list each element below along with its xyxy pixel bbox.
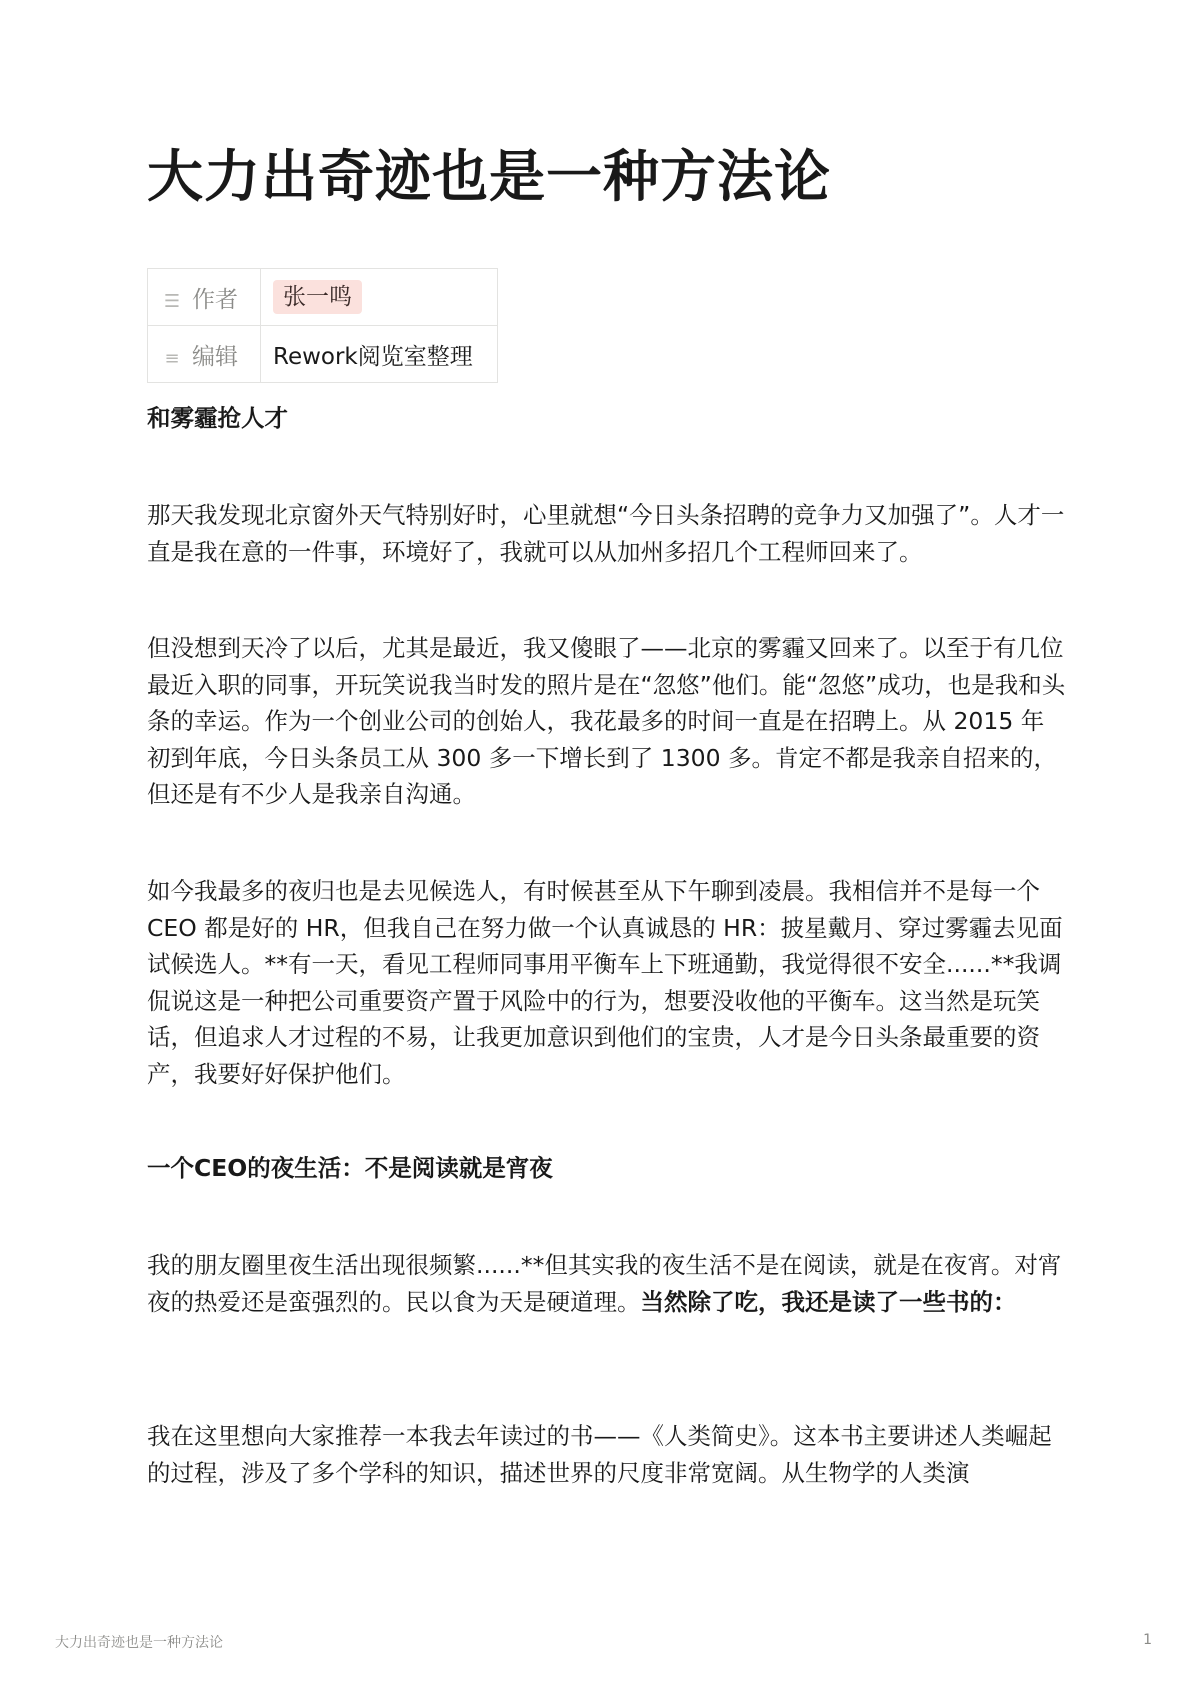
page-number: 1 (1143, 1632, 1152, 1648)
paragraph-text: 我的朋友圈里夜生活出现很频繁......**但其实我的夜生活不是在阅读，就是在夜宵。对宵夜的热爱还是蛮强烈的。民以食为天是硬道理。 (147, 1251, 1062, 1316)
property-table (147, 268, 498, 383)
text-lines-icon: ≡ (164, 347, 180, 369)
author-tag[interactable]: 张一鸣 (273, 280, 362, 314)
property-key-author (148, 269, 261, 326)
paragraph: 但没想到天冷了以后，尤其是最近，我又傻眼了——北京的雾霾又回来了。以至于有几位最近入职的同事，开玩笑说我当时发的照片是在“忽悠”他们。能“忽悠”成功，也是我和头条的幸运。作为一个创业公司的创始人，我花最多的时间一直是在招聘上。从 2015 年初到年底，今日头条员工从 300 多一下增长到了 1300 多。肯定不都是我亲自招来的，但还是有不少人是我亲自沟通。 (147, 634, 1066, 808)
paragraph-bold-text: 当然除了吃，我还是读了一些书的： (640, 1287, 1017, 1316)
author-label: 作者 (192, 286, 238, 313)
property-row-author (148, 269, 498, 326)
section-heading: 和雾霾抢人才 (147, 404, 288, 432)
paragraph (147, 1247, 1067, 1320)
list-icon: ☰ (163, 290, 181, 312)
footer-title: 大力出奇迹也是一种方法论 (55, 1635, 223, 1651)
paragraph: 那天我发现北京窗外天气特别好时，心里就想“今日头条招聘的竞争力又加强了”。人才一直是我在意的一件事，环境好了，我就可以从加州多招几个工程师回来了。 (147, 501, 1065, 566)
property-row-editor (148, 326, 498, 383)
editor-value[interactable]: Rework阅览室整理 (273, 343, 473, 370)
property-key-editor (148, 326, 261, 383)
section-heading: 一个CEO的夜生活：不是阅读就是宵夜 (147, 1154, 553, 1182)
editor-label: 编辑 (192, 343, 238, 370)
paragraph: 我在这里想向大家推荐一本我去年读过的书——《人类简史》。这本书主要讲述人类崛起的过程，涉及了多个学科的知识，描述世界的尺度非常宽阔。从生物学的人类演 (147, 1422, 1052, 1487)
property-value-editor[interactable] (261, 326, 498, 383)
property-value-author[interactable] (261, 269, 498, 326)
page-title: 大力出奇迹也是一种方法论 (147, 145, 831, 210)
paragraph: 如今我最多的夜归也是去见候选人，有时候甚至从下午聊到凌晨。我相信并不是每一个 CEO 都是好的 HR，但我自己在努力做一个认真诚恳的 HR：披星戴月、穿过雾霾去见面试候选人。**有一天，看见工程师同事用平衡车上下班通勤，我觉得很不安全......**我调侃说这是一种把公司重要资产置于风险中的行为，想要没收他的平衡车。这当然是玩笑话，但追求人才过程的不易，让我更加意识到他们的宝贵，人才是今日头条最重要的资产，我要好好保护他们。 (147, 877, 1063, 1088)
